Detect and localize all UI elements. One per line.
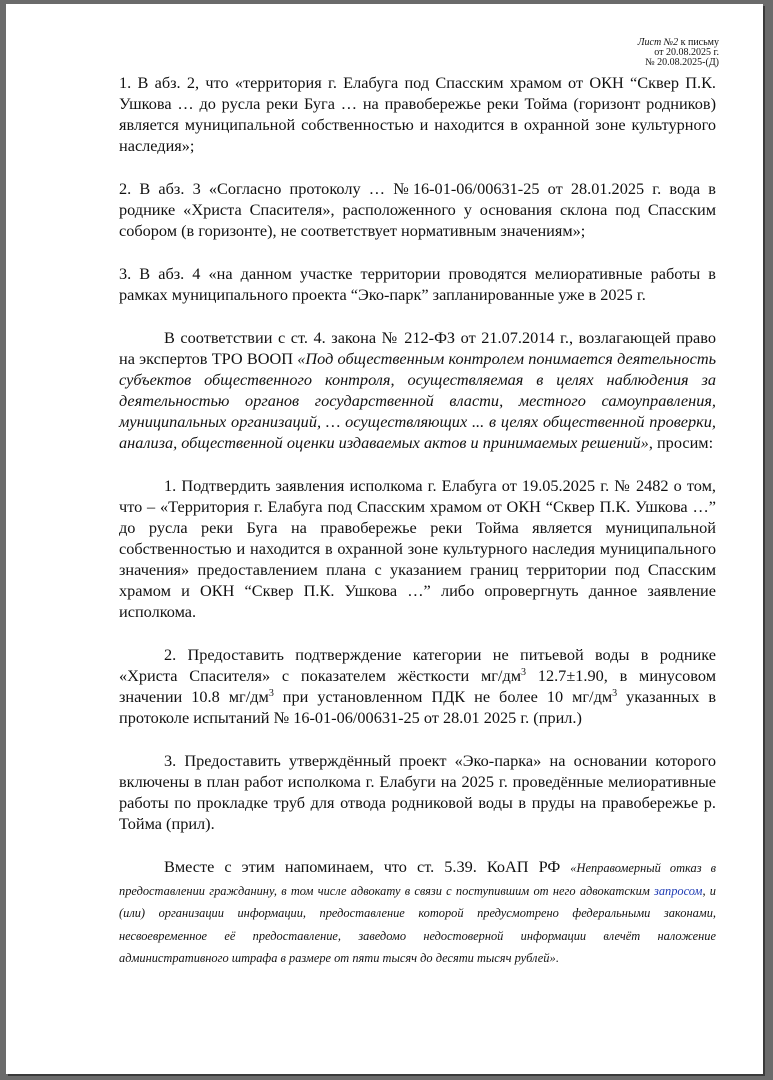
request-paragraph-3: 3. Предоставить утверждённый проект «Эко-парка» на основании которого включены в план работ исполкома г. Елабуги на 2025 г. проведённые мелиоративные работы по прокладке труб для отвода родниковой воды в пруды на правобережье р. Тойма (прил). [119, 751, 716, 833]
law-quote: «Под общественным контролем понимается деятельность субъектов общественного контроля, осуществляемая в целях наблюдения за деятельностью органов государственной власти, местного самоуправления, муниципальных организаций, … осуществляющих ... в целях общественной проверки, анализа, общественной оценки издаваемых актов и принимаемых решений» [119, 349, 716, 452]
header-number-line: № 20.08.2025-(Д) [645, 57, 719, 68]
header-sheet-line: Лист №2 к письму [637, 37, 719, 48]
item-paragraph-1: 1. В абз. 2, что «территория г. Елабуга под Спасским храмом от ОКН “Сквер П.К. Ушкова … до русла реки Буга … на правобережье реки Тойма (горизонт родников) является муниципальной собственностью и находится в охранной зоне культурного наследия»; [119, 73, 716, 155]
item-paragraph-2: 2. В абз. 3 «Согласно протоколу … №16-01-06/00631-25 от 28.01.2025 г. вода в роднике «Христа Спасителя», расположенного у основания склона под Спасским собором (в горизонте), не соответствует нормативным значениям»; [119, 179, 716, 240]
item-paragraph-3: 3. В абз. 4 «на данном участке территории проводятся мелиоративные работы в рамках муниципального проекта “Эко-парк” запланированные уже в 2025 г. [119, 264, 716, 304]
request-paragraph-2: 2. Предоставить подтверждение категории не питьевой воды в роднике «Христа Спасителя» с показателем жёсткости $мг/дм^3$ 12.7±1.90, в минусовом значении 10.8 $мг/дм^3$ при установленном ПДК не более 10 $мг/дм^3$ указанных в протоколе испытаний № 16-01-06/00631-25 от 28.01 2025 г. (прил.) [119, 645, 717, 727]
header-date-line: от 20.08.2025 г. [654, 47, 719, 58]
document-page [6, 4, 763, 1074]
document-header [638, 38, 719, 68]
basis-paragraph: В соответствии с ст. 4. закона № 212-ФЗ от 21.07.2014 г., возлагающей право на экспертов ТРО ВООП «Под общественным контролем понимается деятельность субъектов общественного контроля, осуществляемая в целях наблюдения за деятельностью органов государственной власти, местного самоуправления, муниципальных организаций, … осуществляющих ... в целях общественной проверки, анализа, общественной оценки издаваемых актов и принимаемых решений», просим: [119, 328, 716, 452]
reminder-paragraph: Вместе с этим напоминаем, что ст. 5.39. КоАП РФ «Неправомерный отказ в предоставлении гражданину, в том числе адвокату в связи с поступившим от него адвокатским запросом, и (или) организации информации, предоставление которой предусмотрено федеральными законами, несвоевременное её предоставление, заведомо недостоверной информации влечёт наложение административного штрафа в размере от пяти тысяч до десяти тысяч рублей». [119, 857, 717, 966]
request-paragraph-1: 1. Подтвердить заявления исполкома г. Елабуга от 19.05.2025 г. № 2482 о том, что – «Территория г. Елабуга под Спасским храмом от ОКН “Сквер П.К. Ушкова …” до русла реки Буга на правобережье реки Тойма является муниципальной собственностью и находится в охранной зоне культурного наследия муниципального значения» предоставлением плана с указанием границ территории под Спасским храмом и ОКН “Сквер П.К. Ушкова …” либо опровергнуть данное заявление исполкома. [119, 476, 716, 621]
document-body [119, 72, 716, 969]
request-link[interactable]: запросом [654, 883, 703, 898]
koap-quote: «Неправомерный отказ в предоставлении гражданину, в том числе адвокату в связи с поступившим от него адвокатским запросом, и (или) организации информации, предоставление которой предусмотрено федеральными законами, несвоевременное её предоставление, заведомо недостоверной информации влечёт наложение административного штрафа в размере от пяти тысяч до десяти тысяч рублей» [119, 861, 717, 966]
